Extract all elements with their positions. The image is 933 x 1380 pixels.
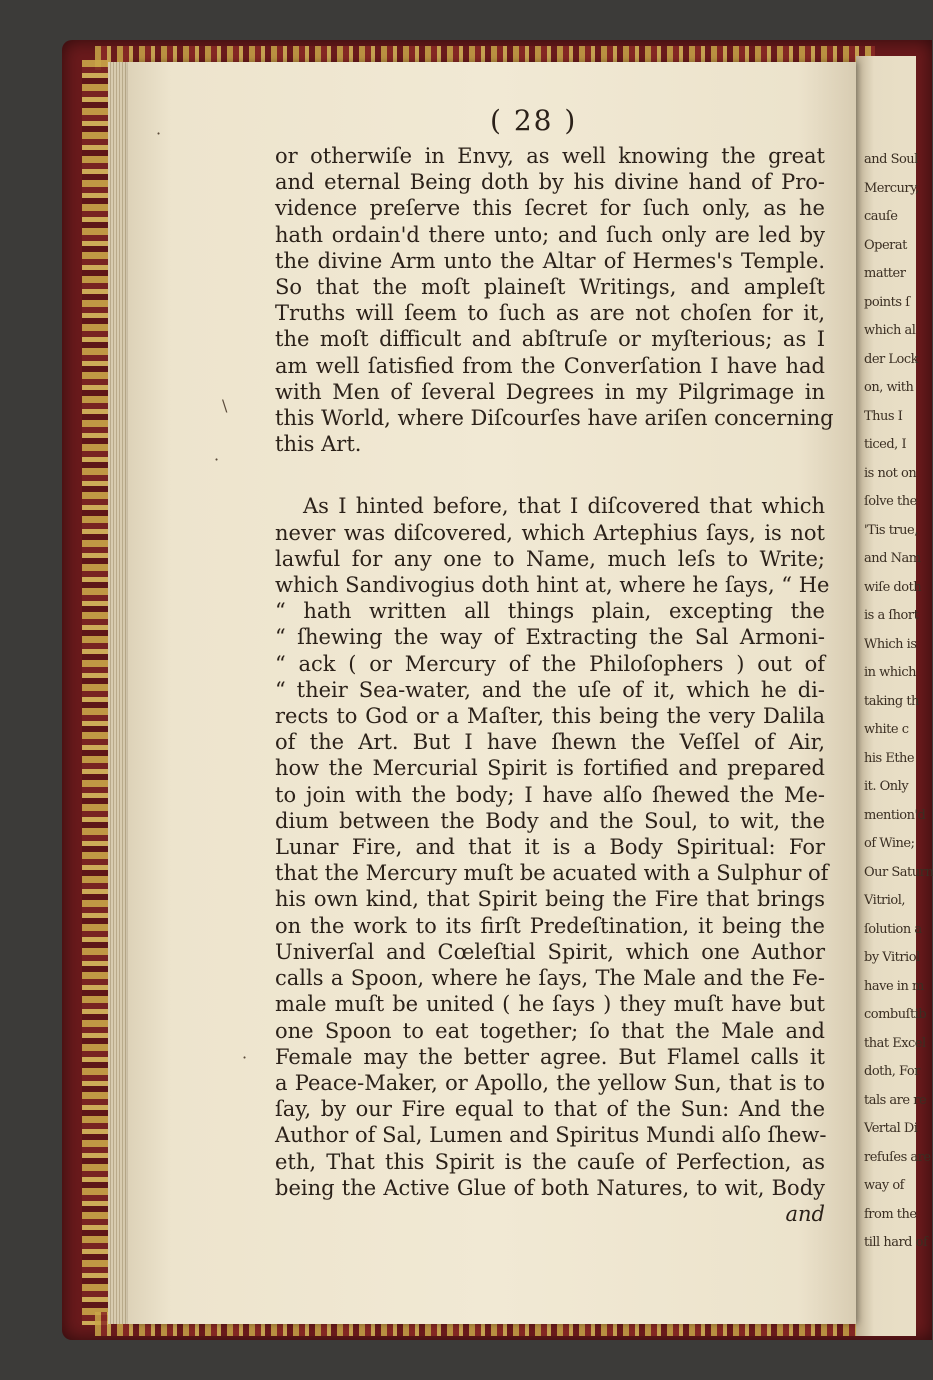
facing-page-fragment: wiſe doth [864, 579, 922, 595]
facing-page-fragment: and Nam [864, 551, 921, 566]
facing-page-fragment: from the [864, 1206, 917, 1222]
facing-page-fragment: Which is [864, 636, 917, 652]
page-number: ( 28 ) [490, 104, 578, 137]
text-line: one Spoon to eat together; ſo that the Male and [275, 1018, 825, 1043]
text-line: “ their Sea-water, and the uſe of it, which he di- [275, 677, 825, 702]
facing-page-fragment: white c [864, 722, 909, 737]
facing-page-fragment: combuſtib [864, 1007, 927, 1022]
text-line: “ ſhewing the way of Extracting the Sal Armoni- [275, 625, 825, 650]
facing-page-fragment: Vertal Di [864, 1121, 918, 1136]
text-line: Lunar Fire, and that it is a Body Spiritual: For [275, 835, 825, 860]
text-line: on the work to its firſt Predeſtination, it being the [275, 913, 825, 938]
facing-page-fragment: is a ſhort [864, 608, 919, 623]
facing-page-fragment: doth, For [864, 1064, 920, 1079]
facing-page-fragment: taking th [864, 693, 919, 709]
text-line: am well ſatisfied from the Converſation I have had [275, 353, 825, 378]
text-line: eth, That this Spirit is the cauſe of Perfection, as [275, 1149, 825, 1174]
margin-mark: · [156, 124, 162, 143]
facing-page-fragment: have in m [864, 978, 924, 994]
facing-page-fragment: ticed, I [864, 437, 907, 452]
facing-page-fragment: mention'd [864, 807, 926, 823]
text-line: So that the moſt plaineſt Writings, and ampleſt [275, 275, 825, 300]
margin-mark: · [214, 450, 220, 469]
text-line: Univerſal and Cœleſtial Spirit, which one Author [275, 939, 825, 964]
text-line: Truths will ſeem to ſuch as are not choſen for it, [275, 301, 825, 326]
facing-page-fragment: Vitriol, [864, 893, 906, 908]
text-line: hath ordain'd there unto; and ſuch only are led by [275, 222, 825, 247]
text-line: being the Active Glue of both Natures, to wit, Body [275, 1175, 825, 1200]
facing-page-fragment: der Lock [864, 351, 918, 367]
text-line: this Art. [275, 432, 362, 457]
catchword: and [785, 1201, 825, 1226]
margin-mark: · [242, 1048, 248, 1067]
text-line: his own kind, that Spirit being the Fire that brings [275, 887, 825, 912]
text-line: vidence preſerve this ſecret for ſuch only, as he [275, 196, 825, 221]
facing-page [856, 56, 933, 1336]
text-line: male muſt be united ( he ſays ) they muſt have but [275, 992, 825, 1017]
text-line: the divine Arm unto the Altar of Hermes's Temple. [275, 248, 825, 273]
facing-page-fragment: and Soul [864, 152, 918, 167]
text-line: the moſt difficult and abſtruſe or myſterious; as I [275, 327, 825, 352]
facing-page-fragment: points ſ [864, 294, 910, 310]
facing-page-fragment: matter [864, 266, 906, 281]
text-line: calls a Spoon, where he ſays, The Male and the Fe- [275, 966, 825, 991]
facing-page-fragment: refuſes are [864, 1149, 931, 1165]
text-line: of the Art. But I have ſhewn the Veſſel of Air, [275, 730, 825, 755]
text-line: rects to God or a Maſter, this being the very Dalila [275, 704, 825, 729]
text-line: Author of Sal, Lumen and Spiritus Mundi alſo ſhew- [275, 1123, 827, 1148]
text-line: with Men of ſeveral Degrees in my Pilgrimage in [275, 379, 825, 404]
facing-page-fragment: 'Tis true, [864, 522, 918, 538]
text-line: that the Mercury muſt be acuated with a Sulphur of [275, 861, 829, 886]
facing-page-fragment: Our Saturn [864, 864, 933, 880]
facing-page-fragment: that Excel [864, 1035, 926, 1051]
text-line: ſay, by our Fire equal to that of the Sun: And the [275, 1097, 825, 1122]
facing-page-fragment: ſolution a [864, 921, 922, 937]
facing-page-fragment: on, with [864, 380, 914, 395]
facing-page-fragment: ſolve the [864, 494, 917, 509]
text-line: “ ack ( or Mercury of the Philoſophers ) out of [275, 651, 825, 676]
paragraph-gap [275, 457, 825, 493]
margin-mark: \ [222, 396, 228, 415]
facing-page-fragment: of Wine; [864, 836, 915, 851]
facing-page-fragment: which al [864, 323, 916, 338]
text-line: and eternal Being doth by his divine hand of Pro- [275, 170, 825, 195]
facing-page-fragment: way of [864, 1178, 904, 1193]
text-line: “ hath written all things plain, excepting the [275, 599, 825, 624]
text-line: Female may the better agree. But Flamel calls it [275, 1044, 825, 1069]
facing-page-fragment: till hard of [864, 1235, 928, 1250]
facing-page-fragment: cauſe [864, 209, 898, 224]
text-line: never was diſcovered, which Artephius ſays, is not [275, 520, 825, 545]
text-line: dium between the Body and the Soul, to wit, the [275, 808, 825, 833]
text-line: a Peace-Maker, or Apollo, the yellow Sun, that is to [275, 1070, 825, 1095]
facing-page-fragment: his Ethe [864, 750, 915, 766]
facing-page-fragment: Operat [864, 237, 907, 253]
facing-page-fragment: in which [864, 665, 916, 680]
facing-page-fragment: by Vitriol [864, 950, 920, 965]
facing-page-fragment: it. Only [864, 779, 909, 794]
body-text [275, 143, 834, 1227]
text-line: how the Mercurial Spirit is fortified and prepared [275, 756, 825, 781]
text-line: lawful for any one to Name, much leſs to Write; [275, 546, 825, 571]
facing-page-fragment: tals are re [864, 1092, 927, 1108]
facing-page-fragment: Thus I [864, 408, 903, 424]
text-line: or otherwiſe in Envy, as well knowing the great [275, 144, 825, 168]
text-line: which Sandivogius doth hint at, where he ſays, “ He [275, 573, 830, 598]
text-line: As I hinted before, that I diſcovered that which [303, 494, 825, 519]
facing-page-fragment: Mercury, [864, 180, 919, 196]
facing-page-fragment: is not on [864, 465, 917, 481]
text-line: this World, where Diſcourſes have ariſen concerning [275, 406, 834, 431]
gilt-border-left [82, 60, 108, 1325]
text-line: to join with the body; I have alſo ſhewed the Me- [275, 782, 825, 807]
